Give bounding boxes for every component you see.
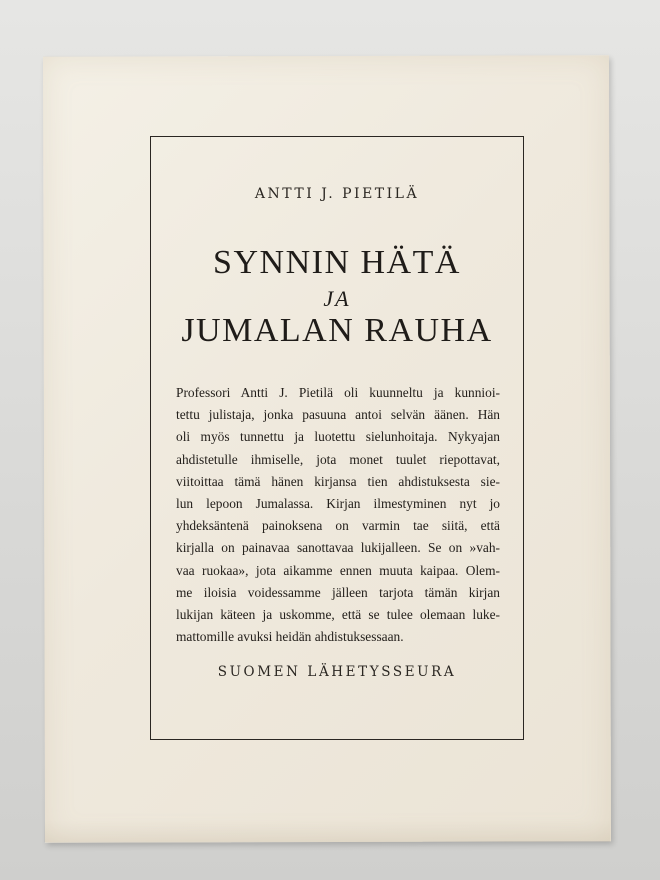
description-line: yhdeksäntenä painoksena on varmin tae siitä, että bbox=[176, 518, 500, 534]
book-description bbox=[176, 382, 500, 648]
description-line: lun lepoon Jumalassa. Kirjan ilmestyminen nyt jo bbox=[176, 496, 500, 512]
description-line: mattomille avuksi heidän ahdistuksessaan. bbox=[176, 629, 404, 645]
description-line: lukijan käteen ja uskomme, että se tulee olemaan luke- bbox=[176, 607, 500, 623]
description-line: vaa ruokaa», jota aikamme ennen muuta kaipaa. Olem- bbox=[176, 562, 500, 578]
book-title-conjunction: JA bbox=[323, 286, 351, 311]
publisher-name: SUOMEN LÄHETYSSEURA bbox=[217, 664, 457, 680]
description-line: viitoittaa tämä hänen kirjansa tien ahdistuksesta sie- bbox=[176, 473, 500, 489]
description-line: me iloisia voidessamme jälleen tarjota tämän kirjan bbox=[176, 584, 500, 600]
author-name: ANTTI J. PIETILÄ bbox=[254, 186, 420, 202]
description-line: kirjalla on painavaa sanottavaa lukijalleen. Se on »vah- bbox=[176, 540, 500, 556]
book-title-line-1: SYNNIN HÄTÄ bbox=[213, 244, 461, 281]
book-title-line-2: JUMALAN RAUHA bbox=[181, 312, 493, 349]
description-line: Professori Antti J. Pietilä oli kuunneltu ja kunnioi- bbox=[176, 385, 500, 400]
description-line: tettu julistaja, jonka pasuuna antoi selvän äänen. Hän bbox=[176, 407, 500, 423]
description-line: oli myös tunnettu ja luotettu sielunhoitaja. Nykyajan bbox=[176, 429, 500, 445]
description-line: ahdistetulle ihmiselle, jota monet tuulet riepottavat, bbox=[176, 451, 500, 467]
